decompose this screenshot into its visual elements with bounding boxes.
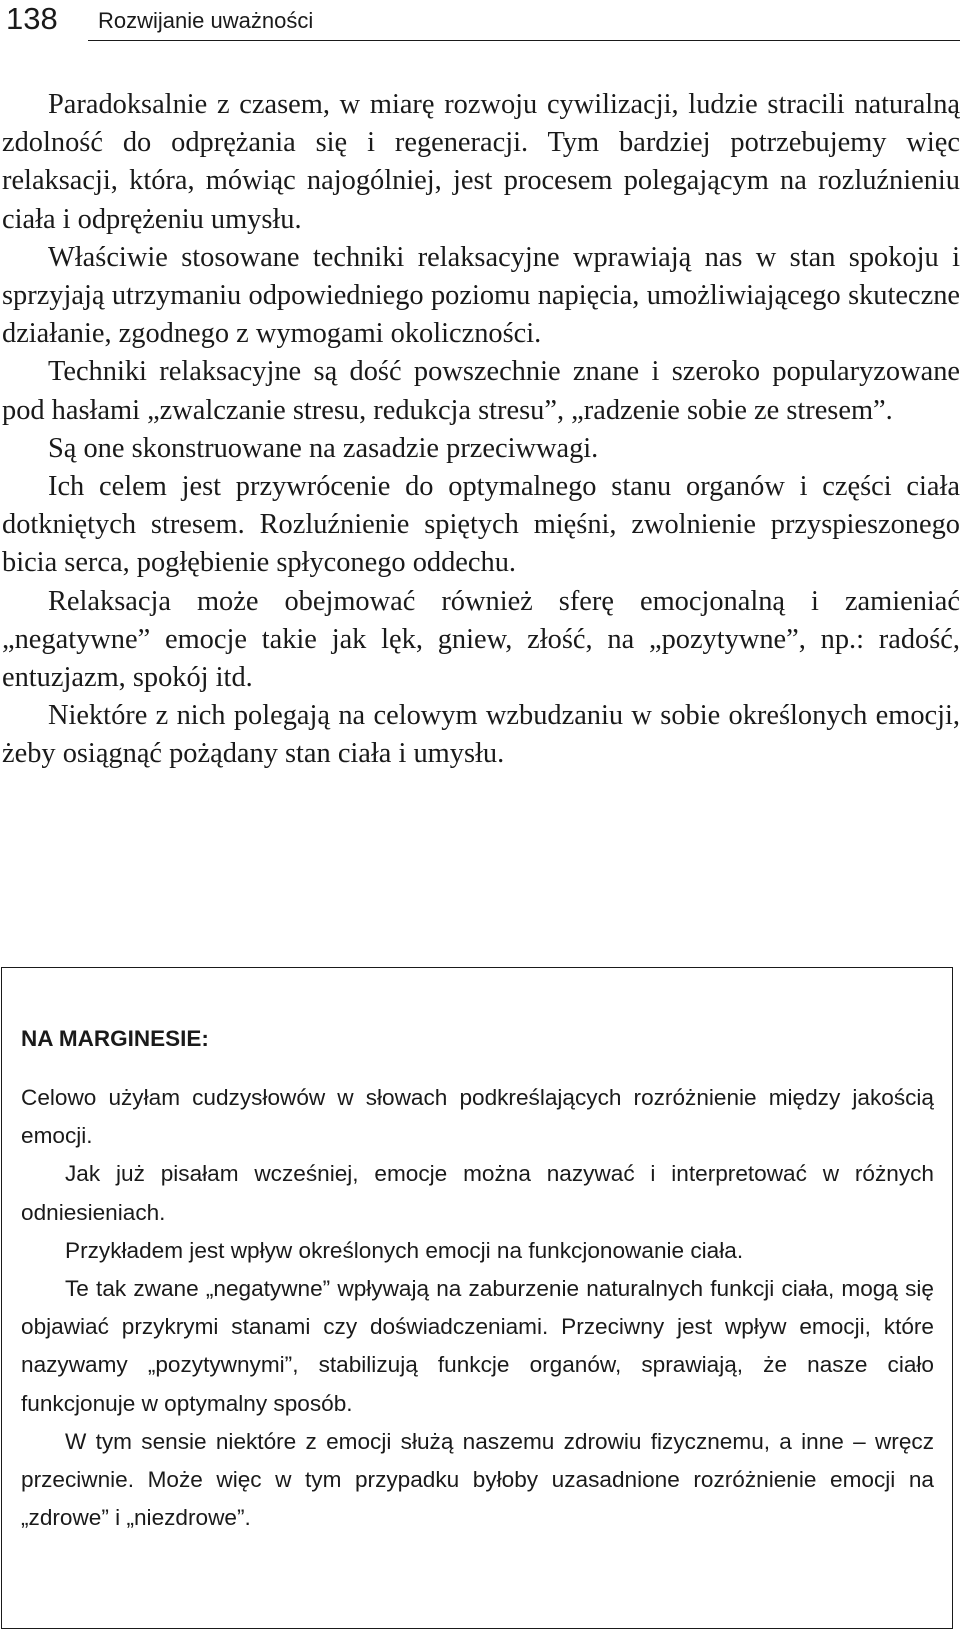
- page-header: [0, 0, 960, 44]
- margin-note-paragraph: W tym sensie niektóre z emocji służą naszemu zdrowiu fizycznemu, a inne – wręcz przeciwnie. Może więc w tym przypadku byłoby uzasadnione rozróżnienie emocji na „zdrowe” i „niezdrowe”.: [21, 1428, 934, 1531]
- margin-note-paragraph: Przykładem jest wpływ określonych emocji na funkcjonowanie ciała.: [65, 1237, 744, 1263]
- body-paragraph: Właściwie stosowane techniki relaksacyjne wprawiają nas w stan spokoju i sprzyjają utrzymaniu odpowiedniego poziomu napięcia, umożliwiającego skuteczne działanie, zgodnego z wymogami okoliczności.: [2, 241, 960, 350]
- body-paragraph: Techniki relaksacyjne są dość powszechnie znane i szeroko popularyzowane pod hasłami „zwalczanie stresu, redukcja stresu”, „radzenie sobie ze stresem”.: [2, 356, 960, 426]
- body-text: [2, 86, 960, 774]
- margin-note-paragraph: Celowo użyłam cudzysłowów w słowach podkreślających rozróżnienie między jakością emocji.: [21, 1085, 934, 1149]
- header-rule: [88, 40, 960, 41]
- body-paragraph: Relaksacja może obejmować również sferę emocjonalną i zamieniać „negatywne” emocje takie jak lęk, gniew, złość, na „pozytywne”, np.: radość, entuzjazm, spokój itd.: [2, 585, 960, 694]
- margin-note-title: NA MARGINESIE:: [21, 1026, 209, 1051]
- body-paragraph: Paradoksalnie z czasem, w miarę rozwoju cywilizacji, ludzie stracili naturalną zdolność do odprężania się i regeneracji. Tym bardziej potrzebujemy więc relaksacji, która, mówiąc najogólniej, jest procesem polegającym na rozluźnieniu ciała i odprężeniu umysłu.: [2, 89, 960, 235]
- margin-note-paragraph: Te tak zwane „negatywne” wpływają na zaburzenie naturalnych funkcji ciała, mogą się objawiać przykrymi stanami czy doświadczeniami. Przeciwny jest wpływ emocji, które nazywamy „pozytywnymi”, stabilizują funkcje organów, sprawiają, że nasze ciało funkcjonuje w optymalny sposób.: [21, 1276, 934, 1416]
- body-paragraph: Ich celem jest przywrócenie do optymalnego stanu organów i części ciała dotkniętych stresem. Rozluźnienie spiętych mięśni, zwolnienie przyspieszonego bicia serca, pogłębienie spłyconego oddechu.: [2, 471, 960, 579]
- margin-note-text: [21, 1079, 934, 1537]
- body-paragraph: Są one skonstruowane na zasadzie przeciwwagi.: [48, 432, 599, 464]
- page-number: 138: [6, 1, 58, 36]
- body-paragraph: Niektóre z nich polegają na celowym wzbudzaniu w sobie określonych emocji, żeby osiągnąć pożądany stan ciała i umysłu.: [2, 700, 960, 770]
- margin-note-paragraph: Jak już pisałam wcześniej, emocje można nazywać i interpretować w różnych odniesieniach.: [21, 1161, 934, 1225]
- running-head: Rozwijanie uważności: [98, 8, 314, 33]
